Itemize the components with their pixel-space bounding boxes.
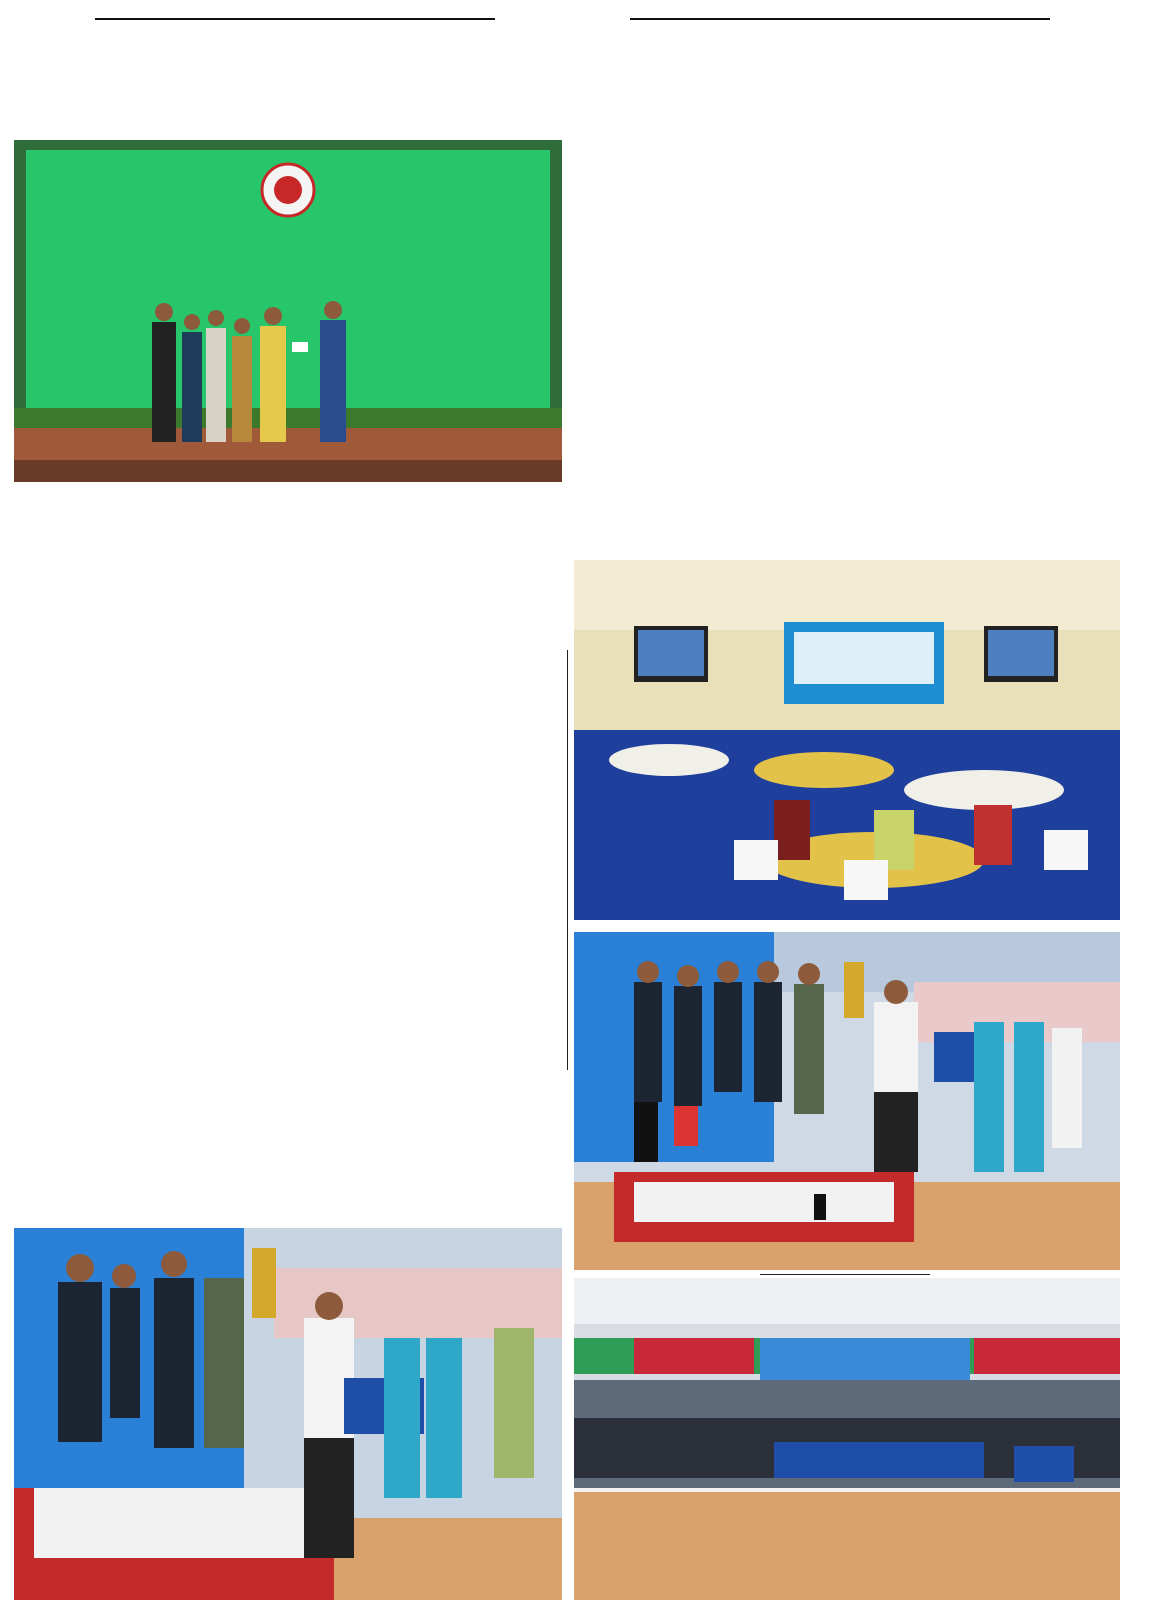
header-rule-left (95, 18, 495, 20)
article1-column-2 (193, 486, 365, 646)
ceremony-stage-photo (14, 140, 562, 482)
badminton-group-photo (574, 1278, 1120, 1600)
badminton-trophy-photo-1 (574, 932, 1120, 1270)
article1-column-6 (938, 140, 1116, 552)
column-divider (567, 650, 568, 1070)
photo-divider (760, 1274, 930, 1275)
masthead-logo (510, 0, 645, 36)
banquet-hall-photo (574, 560, 1120, 920)
article1-column-3 (376, 486, 558, 646)
header-rule-right (630, 18, 1050, 20)
article1-column-4 (572, 140, 742, 552)
article2-column-1 (14, 794, 186, 1226)
article2-column-3 (384, 794, 560, 1226)
article1-column-5 (752, 140, 928, 552)
article2-column-2 (196, 794, 374, 1226)
article1-column-1 (14, 486, 182, 646)
badminton-trophy-photo-2 (14, 1228, 562, 1600)
